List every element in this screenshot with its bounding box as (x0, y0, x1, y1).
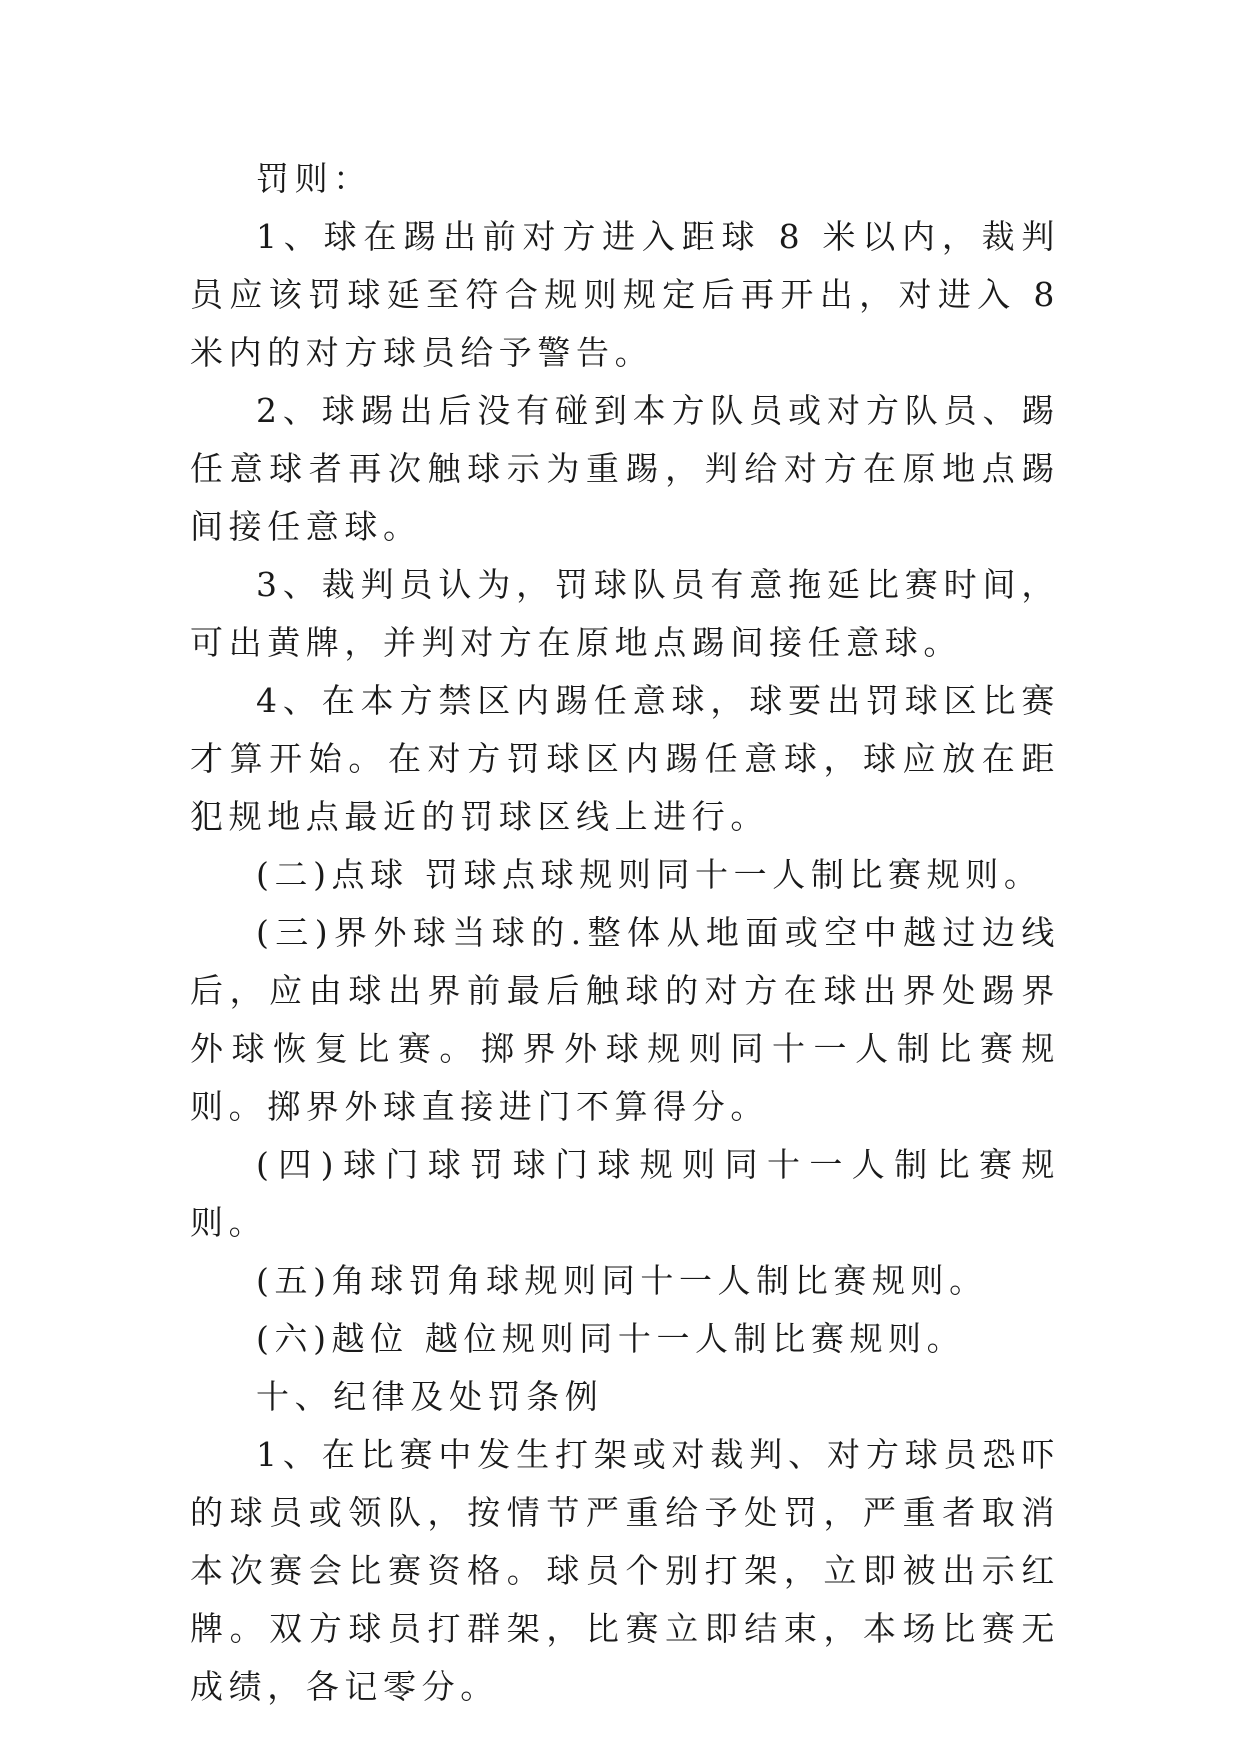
goal-kick-section: (四)球门球罚球门球规则同十一人制比赛规则。 (190, 1145, 1060, 1242)
penalty-rule-1: 1、球在踢出前对方进入距球 8 米以内，裁判员应该罚球延至符合规则规定后再开出，对进入 8 米内的对方球员给予警告。 (190, 217, 1060, 372)
corner-kick-section: (五)角球罚角球规则同十一人制比赛规则。 (256, 1261, 988, 1300)
penalty-rule-2: 2、球踢出后没有碰到本方队员或对方队员、踢任意球者再次触球示为重踢，判给对方在原地点踢间接任意球。 (190, 391, 1060, 546)
penalty-rule-3: 3、裁判员认为，罚球队员有意拖延比赛时间，可出黄牌，并判对方在原地点踢间接任意球。 (190, 565, 1060, 662)
discipline-heading: 十、纪律及处罚条例 (256, 1377, 604, 1416)
penalty-rule-4: 4、在本方禁区内踢任意球，球要出罚球区比赛才算开始。在对方罚球区内踢任意球，球应放在距犯规地点最近的罚球区线上进行。 (190, 681, 1060, 836)
penalty-heading: 罚则： (256, 159, 372, 198)
document-body (190, 150, 1060, 1716)
offside-section: (六)越位 越位规则同十一人制比赛规则。 (256, 1319, 966, 1358)
penalty-kick-section: (二)点球 罚球点球规则同十一人制比赛规则。 (256, 855, 1043, 894)
discipline-rule-1: 1、在比赛中发生打架或对裁判、对方球员恐吓的球员或领队，按情节严重给予处罚，严重者取消本次赛会比赛资格。球员个别打架，立即被出示红牌。双方球员打群架，比赛立即结束，本场比赛无成绩，各记零分。 (190, 1435, 1060, 1706)
throw-in-section: (三)界外球当球的.整体从地面或空中越过边线后，应由球出界前最后触球的对方在球出界处踢界外球恢复比赛。掷界外球规则同十一人制比赛规则。掷界外球直接进门不算得分。 (190, 913, 1060, 1126)
